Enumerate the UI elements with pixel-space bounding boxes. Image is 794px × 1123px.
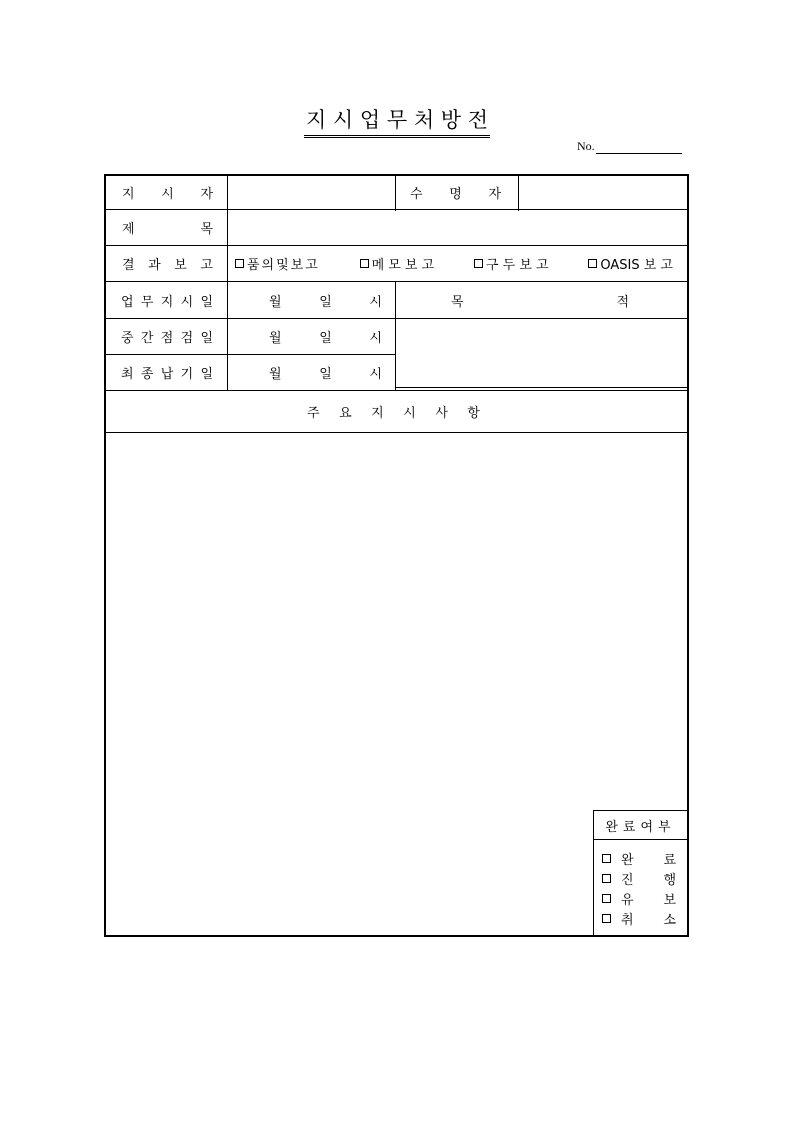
status-option-cancelled[interactable]: 취 소	[602, 909, 676, 928]
result-report-options	[228, 246, 685, 281]
final-due-date-field[interactable]: 월 일 시	[269, 367, 382, 382]
document-title: 지 시 업 무 처 방 전	[0, 104, 794, 138]
checkbox-icon[interactable]	[474, 259, 483, 268]
main-instructions-field[interactable]	[105, 433, 592, 933]
report-option-verbal[interactable]: 구 두 보 고	[474, 254, 549, 273]
work-instruction-date-field[interactable]: 월 일 시	[269, 294, 382, 310]
status-option-on-hold[interactable]: 유 보	[602, 889, 676, 908]
checkbox-icon[interactable]	[360, 259, 369, 268]
row-divider	[396, 387, 687, 388]
checkbox-icon[interactable]	[588, 259, 597, 268]
checkbox-icon[interactable]	[602, 894, 611, 903]
report-option-oasis[interactable]: OASIS 보 고	[588, 254, 673, 273]
mid-check-date-field[interactable]: 월 일 시	[269, 331, 382, 346]
document-number-field[interactable]	[596, 141, 682, 154]
subject-field[interactable]	[228, 210, 685, 245]
checkbox-icon[interactable]	[602, 874, 611, 883]
subject-label: 제 목	[122, 222, 213, 237]
checkbox-icon[interactable]	[235, 259, 244, 268]
receiver-label: 수 명 자	[410, 187, 501, 202]
main-instructions-label: 주 요 지 시 사 항	[307, 406, 480, 421]
document-number: No.	[577, 139, 682, 154]
checkbox-icon[interactable]	[602, 914, 611, 923]
mid-check-date-label: 중 간 점 검 일	[121, 331, 213, 346]
final-due-date-label: 최 종 납 기 일	[121, 367, 213, 382]
completion-status-box	[593, 810, 687, 935]
work-instruction-date-label: 업 무 지 시 일	[121, 294, 213, 310]
purpose-label: 목 적	[451, 294, 629, 310]
status-option-in-progress[interactable]: 진 행	[602, 869, 676, 888]
status-option-complete[interactable]: 완 료	[602, 849, 676, 868]
receiver-field[interactable]	[519, 176, 685, 209]
report-option-approval[interactable]: 품의및보고	[235, 254, 320, 273]
checkbox-icon[interactable]	[602, 854, 611, 863]
result-report-label: 결 과 보 고	[122, 258, 213, 273]
report-option-memo[interactable]: 메 모 보 고	[360, 254, 435, 273]
instructor-label: 지 시 자	[122, 187, 213, 202]
instructor-field[interactable]	[228, 176, 395, 209]
completion-status-title: 완료여부	[594, 811, 687, 840]
purpose-field[interactable]	[396, 319, 685, 387]
